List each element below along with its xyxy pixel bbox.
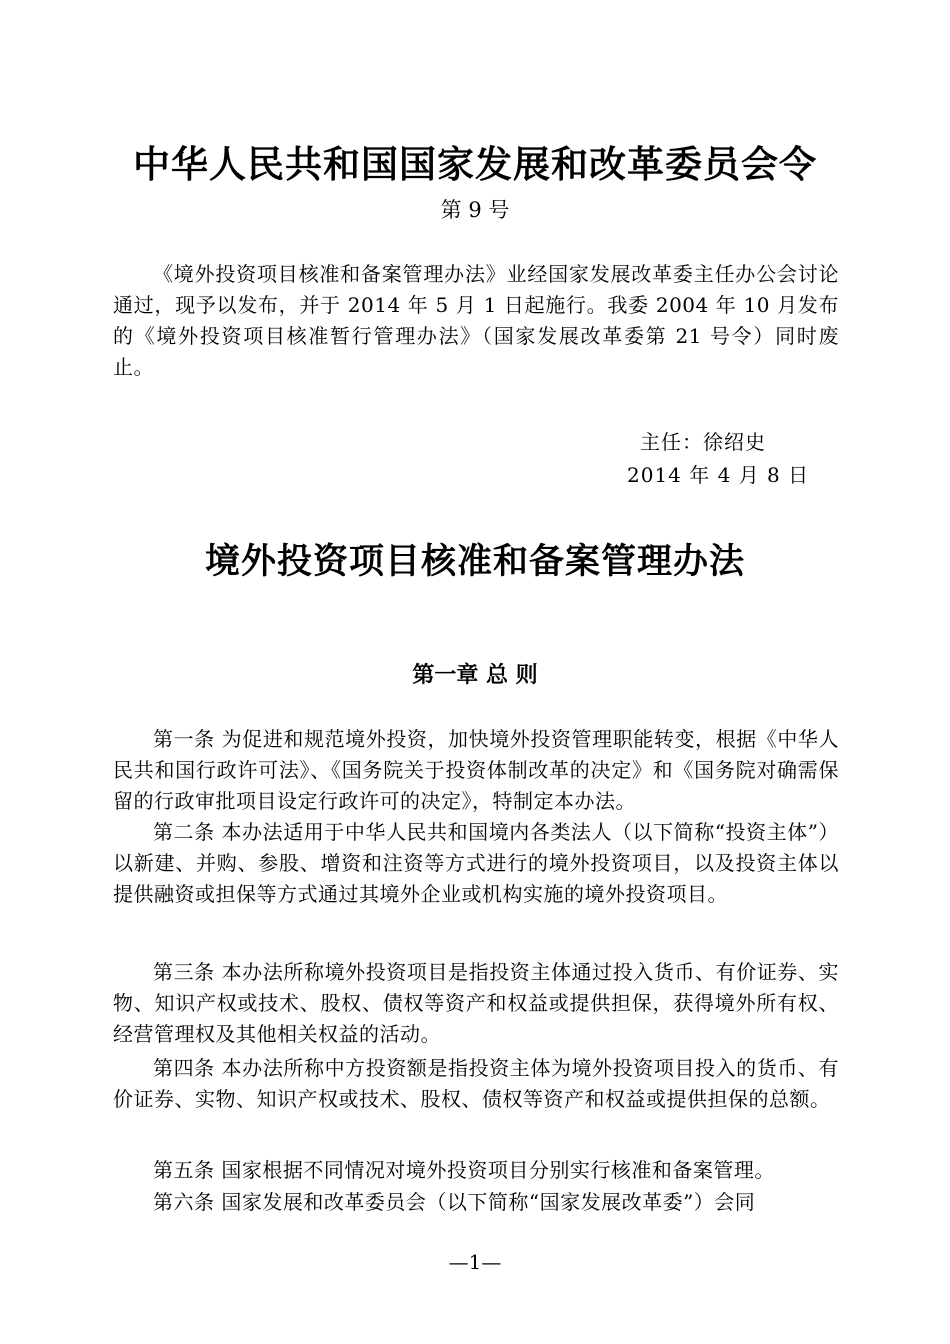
article-2: 第二条 本办法适用于中华人民共和国境内各类法人（以下简称“投资主体”）以新建、并购、参股、增资和注资等方式进行的境外投资项目，以及投资主体以提供融资或担保等方式通过其境外企业或机构实施的境外投资项目。 xyxy=(113,820,839,906)
decree-title: 中华人民共和国国家发展和改革委员会令 xyxy=(133,142,817,186)
regulation-title: 境外投资项目核准和备案管理办法 xyxy=(204,541,745,582)
decree-paragraph: 《境外投资项目核准和备案管理办法》业经国家发展改革委主任办公会讨论通过，现予以发布，并于 2014 年 5 月 1 日起施行。我委 2004 年 10 月发布的《境外投资项目核准暂行管理办法》（国家发展改革委第 21 号令）同时废止。 xyxy=(113,262,839,379)
page-number: —1— xyxy=(448,1250,502,1274)
decree-date: 2014 年 4 月 8 日 xyxy=(627,463,810,487)
signatory: 主任：徐绍史 xyxy=(640,430,766,454)
chapter-title: 第一章 总 则 xyxy=(412,663,538,688)
article-3: 第三条 本办法所称境外投资项目是指投资主体通过投入货币、有价证券、实物、知识产权或技术、股权、债权等资产和权益或提供担保，获得境外所有权、经营管理权及其他相关权益的活动。 xyxy=(113,960,839,1046)
order-number: 第 9 号 xyxy=(440,198,510,222)
article-4: 第四条 本办法所称中方投资额是指投资主体为境外投资项目投入的货币、有价证券、实物、知识产权或技术、股权、债权等资产和权益或提供担保的总额。 xyxy=(113,1056,839,1111)
article-5: 第五条 国家根据不同情况对境外投资项目分别实行核准和备案管理。 xyxy=(153,1158,775,1182)
article-6: 第六条 国家发展和改革委员会（以下简称“国家发展改革委”）会同 xyxy=(153,1190,756,1214)
article-1: 第一条 为促进和规范境外投资，加快境外投资管理职能转变，根据《中华人民共和国行政许可法》、《国务院关于投资体制改革的决定》和《国务院对确需保留的行政审批项目设定行政许可的决定》，特制定本办法。 xyxy=(113,727,839,813)
